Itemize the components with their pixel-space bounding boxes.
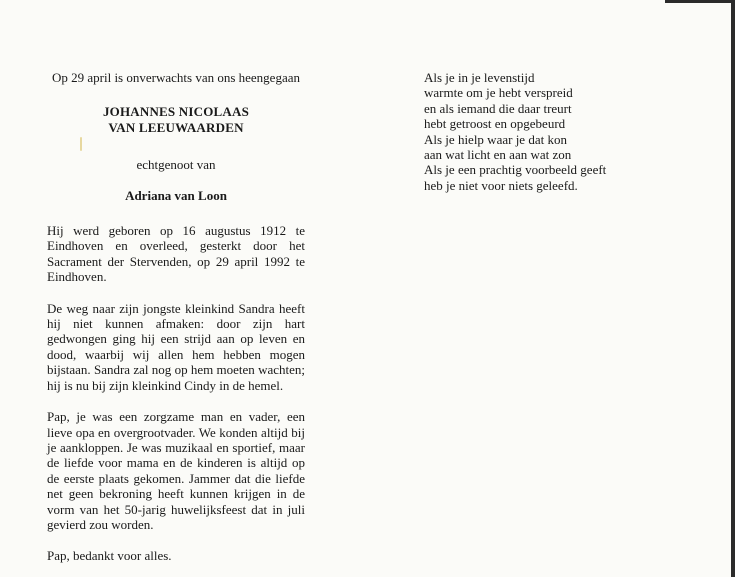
poem-line: en als iemand die daar treurt bbox=[424, 100, 572, 116]
left-column bbox=[47, 70, 305, 580]
deceased-name-line1: JOHANNES NICOLAAS bbox=[102, 104, 250, 120]
poem-line: hebt getroost en opgebeurd bbox=[424, 116, 566, 132]
spouse-name: Adriana van Loon bbox=[125, 187, 227, 203]
poem-line: aan wat licht en aan wat zon bbox=[424, 147, 572, 163]
deceased-name-line2: VAN LEEUWAARDEN bbox=[108, 119, 244, 135]
poem bbox=[424, 70, 664, 193]
intro-text: Op 29 april is onverwachts van ons heengegaan bbox=[51, 70, 300, 85]
paragraph-birth-death: Hij werd geboren op 16 augustus 1912 te Eindhoven en overleed, gesterkt door het Sacrament der Stervenden, op 29 april 1992 te Eindhoven. bbox=[47, 223, 305, 285]
poem-line: Als je hielp waar je dat kon bbox=[424, 131, 567, 147]
poem-line: Als je in je levenstijd bbox=[424, 70, 535, 85]
paragraph-grandchild: De weg naar zijn jongste kleinkind Sandra heeft hij niet kunnen afmaken: door zijn hart gedwongen ging hij een strijd aan op leven en dood, waarbij wij allen hem hebben mogen bijstaan. Sandra zal nog op hem moeten wachten; hij is nu bij zijn kleinkind Cindy in de hemel. bbox=[47, 300, 305, 393]
frame-edge-top bbox=[665, 0, 735, 3]
poem-line: warmte om je hebt verspreid bbox=[424, 85, 573, 101]
poem-line: Als je een prachtig voorbeeld geeft bbox=[424, 162, 607, 178]
spouse-label: echtgenoot van bbox=[136, 157, 216, 173]
poem-line: heb je niet voor niets geleefd. bbox=[424, 177, 578, 193]
paragraph-tribute: Pap, je was een zorgzame man en vader, een lieve opa en overgrootvader. We konden altijd bij je aankloppen. Je was muzikaal en sportief, maar de liefde voor mama en de kinderen is altijd op de eerste plaats gekomen. Jammer dat die liefde net geen bekroning heeft kunnen krijgen in de vorm van het 50-jarig huwelijksfeest dat in juli gevierd zou worden. bbox=[47, 409, 305, 532]
paragraph-thanks: Pap, bedankt voor alles. bbox=[47, 548, 172, 564]
frame-edge-right bbox=[731, 0, 735, 577]
